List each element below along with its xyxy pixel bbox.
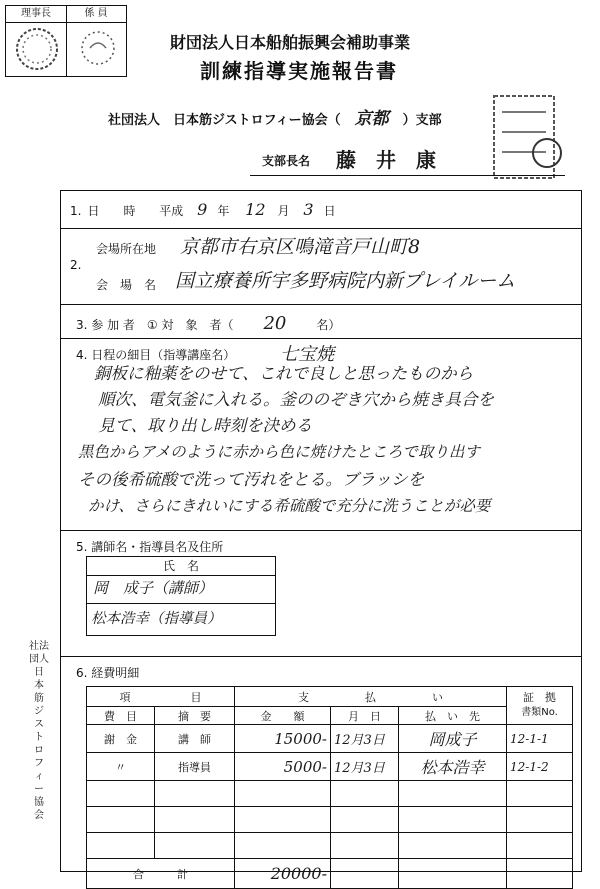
cell-date: 12月3日	[331, 725, 399, 753]
foundation-line: 財団法人日本船舶振興会補助事業	[170, 33, 411, 52]
stamp-label-rijicho: 理事長	[6, 6, 67, 23]
personal-seal	[530, 136, 564, 170]
schedule-line: 順次、電気釜に入れる。釜ののぞき穴から焼き具合を	[98, 390, 494, 409]
instructor-row: 松本浩幸（指導員）	[91, 611, 222, 627]
table-row	[87, 833, 573, 859]
instructor-table	[86, 556, 276, 636]
expense-label: 6. 経費明細	[76, 666, 140, 680]
expense-head-docno: 書類No.	[521, 707, 558, 718]
seal-stamp-2	[78, 28, 118, 68]
seal-stamp-1	[14, 26, 60, 72]
course-name: 七宝焼	[280, 344, 334, 365]
instructor-label: 5. 講師名・指導員名及住所	[76, 540, 224, 554]
cell-tekiyo: 講 師	[155, 725, 235, 753]
expense-head-tekiyo: 摘 要	[155, 707, 235, 725]
cell-payee: 岡成子	[399, 725, 507, 753]
schedule-line: 見て、取り出し時刻を決める	[98, 416, 313, 435]
date-label: 日 時	[87, 204, 136, 218]
org-suffix: ）支部	[402, 113, 442, 128]
cell-payee: 松本浩幸	[399, 753, 507, 781]
schedule-line: その後希硫酸で洗って汚れをとる。ブラッシを	[78, 470, 425, 489]
schedule-line: 黒色からアメのように赤から色に焼けたところで取り出す	[78, 443, 480, 461]
venue-name: 国立療養所宇多野病院内新プレイルーム	[175, 270, 516, 292]
expense-table: 項 目 支 払 い 証 拠 書類No. 費 目 摘 要 金 額 月 日 払 い 先 謝 金 講 師 15000- 12月3日 岡成子 12-1-1 〃 指導員 5000- 12月3日 松本浩幸 12-1-2 合 計 20000-	[86, 686, 573, 889]
cell-docno: 12-1-1	[507, 725, 573, 753]
participants-count: 20	[263, 313, 287, 334]
branch-name: 京都	[354, 109, 389, 129]
participants-label: 3. 参 加 者 ① 対 象 者（	[76, 318, 234, 332]
table-row	[87, 781, 573, 807]
instructor-row: 岡 成子（講師）	[93, 579, 214, 597]
expense-head-payee: 払 い 先	[399, 707, 507, 725]
cell-himoku: 謝 金	[87, 725, 155, 753]
expense-head-item: 項	[119, 690, 131, 704]
branch-head-label: 支部長名	[262, 154, 311, 168]
total-amount: 20000-	[235, 859, 331, 889]
cell-amount: 5000-	[235, 753, 331, 781]
cell-himoku: 〃	[87, 753, 155, 781]
cell-tekiyo: 指導員	[155, 753, 235, 781]
date-year: 9	[197, 200, 208, 219]
org-prefix: 社団法人 日本筋ジストロフィー協会（	[108, 113, 341, 128]
stamp-label-kakariin: 係 員	[66, 6, 126, 23]
expense-head-himoku: 費 目	[87, 707, 155, 725]
side-org-text: 社法 団人 日 本 筋 ジ ス ト ロ フ ィ ー 協 会	[29, 641, 49, 821]
schedule-line: 銅板に釉薬をのせて、これで良しと思ったものから	[94, 364, 474, 383]
venue-name-label: 会 場 名	[96, 278, 157, 292]
venue-address-label: 会場所在地	[96, 242, 157, 256]
cell-docno: 12-1-2	[507, 753, 573, 781]
org-line	[108, 104, 442, 129]
total-row	[87, 859, 573, 889]
table-row	[87, 725, 573, 753]
venue-address: 京都市右京区鳴滝音戸山町8	[180, 236, 421, 258]
table-row	[87, 753, 573, 781]
cell-date: 12月3日	[331, 753, 399, 781]
expense-head-amount: 金 額	[235, 707, 331, 725]
schedule-label: 4. 日程の細目（指導講座名）	[76, 348, 236, 362]
participants-line: 3. 参 加 者 ① 対 象 者（ 20 名）	[76, 313, 341, 334]
expense-head-evidence: 証 拠	[523, 691, 557, 704]
total-label: 合 計	[87, 859, 235, 889]
date-day: 3	[303, 200, 314, 219]
expense-head-date: 月 日	[331, 707, 399, 725]
section-1: 1. 日 時 平成 9 年 12 月 3 日	[70, 200, 336, 219]
date-month: 12	[245, 200, 266, 219]
instructor-col-header: 氏 名	[87, 557, 275, 576]
approval-stamp-box	[5, 5, 127, 77]
table-row	[87, 807, 573, 833]
branch-head-name: 藤 井 康	[336, 148, 436, 172]
expense-head-payment: 支	[298, 690, 310, 704]
page-title: 訓練指導実施報告書	[200, 59, 398, 83]
cell-amount: 15000-	[235, 725, 331, 753]
schedule-line: かけ、さらにきれいにする希硫酸で充分に洗うことが必要	[88, 497, 491, 515]
